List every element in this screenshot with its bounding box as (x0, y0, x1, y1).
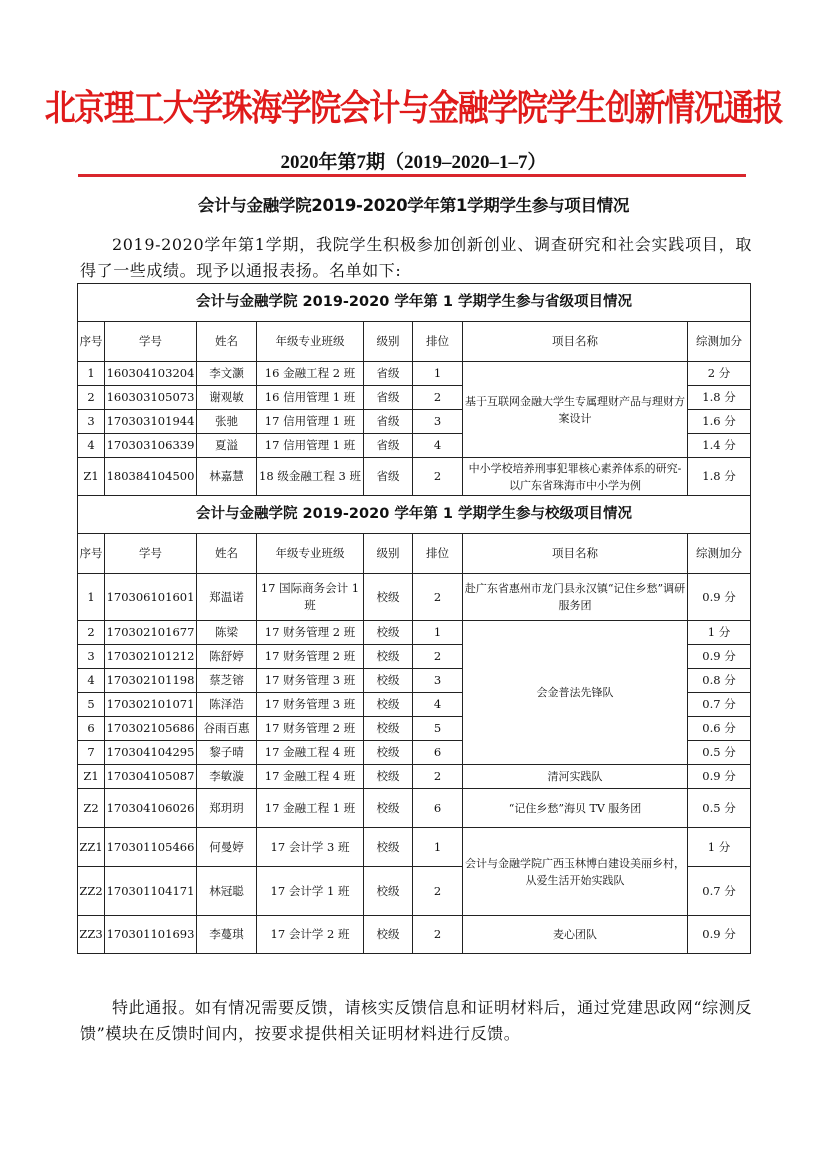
rank-cell: 2 (413, 458, 463, 496)
score-cell: 0.9 分 (688, 916, 751, 954)
table-header-row (78, 322, 751, 362)
seq-cell: ZZ2 (78, 867, 105, 916)
header-col-class: 年级专业班级 (257, 534, 364, 574)
class-cell: 16 信用管理 1 班 (257, 386, 364, 410)
seq-cell: 2 (78, 386, 105, 410)
class-cell: 17 财务管理 2 班 (257, 717, 364, 741)
section-title: 会计与金融学院 2019-2020 学年第 1 学期学生参与省级项目情况 (78, 284, 751, 322)
header-col-name: 姓名 (197, 322, 257, 362)
name-cell: 黎子晴 (197, 741, 257, 765)
table-row (78, 574, 751, 621)
name-cell: 张驰 (197, 410, 257, 434)
class-cell: 17 财务管理 3 班 (257, 693, 364, 717)
rank-cell: 4 (413, 434, 463, 458)
seq-cell: Z2 (78, 789, 105, 828)
score-cell: 0.6 分 (688, 717, 751, 741)
header-col-seq: 序号 (78, 322, 105, 362)
level-cell: 校级 (364, 693, 413, 717)
level-cell: 校级 (364, 645, 413, 669)
header-col-project: 项目名称 (463, 534, 688, 574)
project-name-cell: 麦心团队 (463, 916, 688, 954)
table-header-row (78, 534, 751, 574)
table-row (78, 765, 751, 789)
seq-cell: Z1 (78, 458, 105, 496)
table-row (78, 458, 751, 496)
name-cell: 蔡芝镕 (197, 669, 257, 693)
student-id-cell: 180384104500 (105, 458, 197, 496)
level-cell: 校级 (364, 828, 413, 867)
issue-number: 2020年第7期（2019–2020–1–7） (280, 152, 547, 173)
class-cell: 17 金融工程 4 班 (257, 741, 364, 765)
student-id-cell: 170302105686 (105, 717, 197, 741)
student-id-cell: 170306101601 (105, 574, 197, 621)
level-cell: 校级 (364, 741, 413, 765)
level-cell: 省级 (364, 386, 413, 410)
student-id-cell: 170304104295 (105, 741, 197, 765)
rank-cell: 5 (413, 717, 463, 741)
section-title-row (78, 284, 751, 322)
level-cell: 省级 (364, 458, 413, 496)
rank-cell: 3 (413, 410, 463, 434)
name-cell: 李敏漩 (197, 765, 257, 789)
level-cell: 省级 (364, 362, 413, 386)
table-row (78, 789, 751, 828)
name-cell: 谷雨百惠 (197, 717, 257, 741)
rank-cell: 1 (413, 362, 463, 386)
class-cell: 17 会计学 2 班 (257, 916, 364, 954)
rank-cell: 1 (413, 828, 463, 867)
table-row (78, 621, 751, 645)
rank-cell: 4 (413, 693, 463, 717)
student-id-cell: 170301104171 (105, 867, 197, 916)
table-row (78, 828, 751, 867)
score-cell: 0.9 分 (688, 765, 751, 789)
project-name-cell: 清河实践队 (463, 765, 688, 789)
level-cell: 校级 (364, 621, 413, 645)
name-cell: 夏溢 (197, 434, 257, 458)
name-cell: 陈舒婷 (197, 645, 257, 669)
student-id-cell: 170304106026 (105, 789, 197, 828)
score-cell: 1.6 分 (688, 410, 751, 434)
class-cell: 17 金融工程 1 班 (257, 789, 364, 828)
student-id-cell: 160303105073 (105, 386, 197, 410)
header-col-level: 级别 (364, 534, 413, 574)
seq-cell: 4 (78, 669, 105, 693)
header-col-rank: 排位 (413, 534, 463, 574)
table-row (78, 362, 751, 386)
student-id-cell: 160304103204 (105, 362, 197, 386)
project-name-cell: 会计与金融学院广西玉林博白建设美丽乡村，从爱生活开始实践队 (463, 828, 688, 916)
level-cell: 校级 (364, 789, 413, 828)
class-cell: 16 金融工程 2 班 (257, 362, 364, 386)
seq-cell: 2 (78, 621, 105, 645)
rank-cell: 2 (413, 645, 463, 669)
name-cell: 李蔓琪 (197, 916, 257, 954)
class-cell: 17 财务管理 2 班 (257, 621, 364, 645)
level-cell: 校级 (364, 916, 413, 954)
class-cell: 17 国际商务会计 1 班 (257, 574, 364, 621)
student-id-cell: 170304105087 (105, 765, 197, 789)
class-cell: 17 财务管理 3 班 (257, 669, 364, 693)
rank-cell: 2 (413, 867, 463, 916)
student-id-cell: 170302101212 (105, 645, 197, 669)
score-cell: 0.7 分 (688, 867, 751, 916)
red-divider (78, 174, 746, 177)
score-cell: 0.5 分 (688, 741, 751, 765)
rank-cell: 2 (413, 765, 463, 789)
level-cell: 校级 (364, 867, 413, 916)
name-cell: 陈泽浩 (197, 693, 257, 717)
report-subtitle: 会计与金融学院2019-2020学年第1学期学生参与项目情况 (197, 196, 630, 215)
seq-cell: 1 (78, 362, 105, 386)
name-cell: 郑温诺 (197, 574, 257, 621)
score-cell: 0.8 分 (688, 669, 751, 693)
student-id-cell: 170302101198 (105, 669, 197, 693)
class-cell: 17 信用管理 1 班 (257, 410, 364, 434)
name-cell: 陈梁 (197, 621, 257, 645)
class-cell: 18 级金融工程 3 班 (257, 458, 364, 496)
student-id-cell: 170303101944 (105, 410, 197, 434)
closing-paragraph: 特此通报。如有情况需要反馈，请核实反馈信息和证明材料后，通过党建思政网“综测反馈”模块在反馈时间内，按要求提供相关证明材料进行反馈。 (80, 998, 752, 1043)
project-name-cell: 基于互联网金融大学生专属理财产品与理财方案设计 (463, 362, 688, 458)
rank-cell: 3 (413, 669, 463, 693)
name-cell: 林嘉慧 (197, 458, 257, 496)
header-col-project: 项目名称 (463, 322, 688, 362)
seq-cell: ZZ3 (78, 916, 105, 954)
score-cell: 1.8 分 (688, 386, 751, 410)
seq-cell: 6 (78, 717, 105, 741)
seq-cell: 7 (78, 741, 105, 765)
score-cell: 0.5 分 (688, 789, 751, 828)
header-col-name: 姓名 (197, 534, 257, 574)
level-cell: 校级 (364, 765, 413, 789)
seq-cell: 5 (78, 693, 105, 717)
rank-cell: 2 (413, 574, 463, 621)
document-title: 北京理工大学珠海学院会计与金融学院学生创新情况通报 (44, 87, 783, 130)
score-cell: 2 分 (688, 362, 751, 386)
header-col-student-id: 学号 (105, 534, 197, 574)
table-row (78, 916, 751, 954)
section-title-row (78, 496, 751, 534)
level-cell: 校级 (364, 669, 413, 693)
class-cell: 17 金融工程 4 班 (257, 765, 364, 789)
rank-cell: 2 (413, 386, 463, 410)
seq-cell: 3 (78, 645, 105, 669)
student-id-cell: 170301101693 (105, 916, 197, 954)
header-col-rank: 排位 (413, 322, 463, 362)
class-cell: 17 会计学 3 班 (257, 828, 364, 867)
student-id-cell: 170301105466 (105, 828, 197, 867)
score-cell: 1.4 分 (688, 434, 751, 458)
seq-cell: Z1 (78, 765, 105, 789)
project-name-cell: 赴广东省惠州市龙门县永汉镇“记住乡愁”调研服务团 (463, 574, 688, 621)
student-id-cell: 170302101071 (105, 693, 197, 717)
student-id-cell: 170302101677 (105, 621, 197, 645)
seq-cell: 3 (78, 410, 105, 434)
level-cell: 省级 (364, 410, 413, 434)
project-name-cell: “记住乡愁”海贝 TV 服务团 (463, 789, 688, 828)
level-cell: 省级 (364, 434, 413, 458)
header-col-level: 级别 (364, 322, 413, 362)
class-cell: 17 财务管理 2 班 (257, 645, 364, 669)
student-id-cell: 170303106339 (105, 434, 197, 458)
name-cell: 林冠聪 (197, 867, 257, 916)
seq-cell: 4 (78, 434, 105, 458)
name-cell: 李文灏 (197, 362, 257, 386)
name-cell: 何曼婷 (197, 828, 257, 867)
level-cell: 校级 (364, 574, 413, 621)
header-col-seq: 序号 (78, 534, 105, 574)
level-cell: 校级 (364, 717, 413, 741)
header-col-class: 年级专业班级 (257, 322, 364, 362)
score-cell: 0.9 分 (688, 574, 751, 621)
project-name-cell: 中小学校培养刑事犯罪核心素养体系的研究-以广东省珠海市中小学为例 (463, 458, 688, 496)
class-cell: 17 信用管理 1 班 (257, 434, 364, 458)
project-name-cell: 会金普法先锋队 (463, 621, 688, 765)
name-cell: 谢观敏 (197, 386, 257, 410)
score-cell: 1 分 (688, 621, 751, 645)
name-cell: 郑玥玥 (197, 789, 257, 828)
rank-cell: 6 (413, 741, 463, 765)
intro-paragraph: 2019-2020学年第1学期，我院学生积极参加创新创业、调查研究和社会实践项目，取得了一些成绩。现予以通报表扬。名单如下: (80, 235, 752, 280)
rank-cell: 6 (413, 789, 463, 828)
rank-cell: 1 (413, 621, 463, 645)
header-col-score: 综测加分 (688, 322, 751, 362)
score-cell: 0.9 分 (688, 645, 751, 669)
score-cell: 1 分 (688, 828, 751, 867)
rank-cell: 2 (413, 916, 463, 954)
score-cell: 0.7 分 (688, 693, 751, 717)
header-col-student-id: 学号 (105, 322, 197, 362)
seq-cell: 1 (78, 574, 105, 621)
class-cell: 17 会计学 1 班 (257, 867, 364, 916)
score-cell: 1.8 分 (688, 458, 751, 496)
awards-table (77, 283, 751, 954)
section-title: 会计与金融学院 2019-2020 学年第 1 学期学生参与校级项目情况 (78, 496, 751, 534)
header-col-score: 综测加分 (688, 534, 751, 574)
seq-cell: ZZ1 (78, 828, 105, 867)
